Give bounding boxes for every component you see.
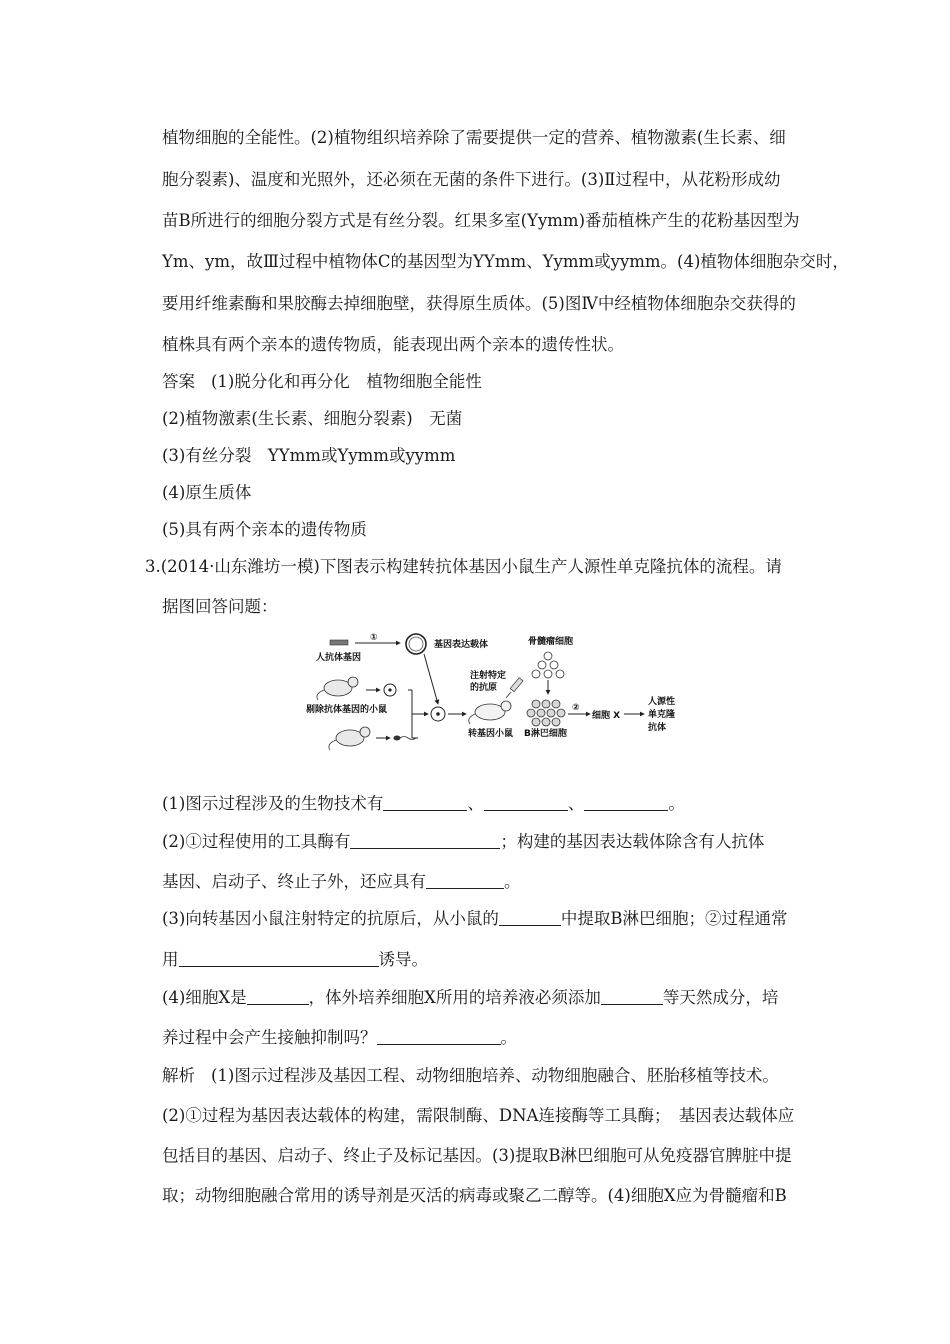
- human-gene-segment-icon: [330, 640, 348, 645]
- answer-item: (5)具有两个亲本的遗传物质: [162, 520, 367, 539]
- question-3-stem: 据图回答问题：: [162, 597, 278, 616]
- question-text: 诱导。: [378, 950, 428, 969]
- nucleus-icon: [388, 688, 391, 691]
- question-part-1: [162, 794, 685, 814]
- answer-item: (3)有丝分裂 YYmm或Yymm或yymm: [162, 446, 456, 465]
- answer-label: 答案: [162, 372, 195, 391]
- cell-x-label: 细胞 X: [592, 711, 621, 721]
- question-text: 中提取B淋巴细胞；②过程通常: [560, 909, 788, 928]
- answer-line: [162, 372, 482, 392]
- arrow: [424, 654, 438, 704]
- question-text: ；构建的基因表达载体除含有人抗体: [500, 832, 765, 851]
- plasmid-inner-icon: [409, 637, 423, 651]
- mouse-icon: [329, 727, 370, 750]
- question-text: 基因、启动子、终止子外，还应具有: [162, 872, 426, 891]
- answer-blank[interactable]: [426, 872, 504, 889]
- mouse-icon: [469, 701, 511, 724]
- question-part-2-cont: [162, 872, 521, 892]
- question-part-2: [162, 832, 764, 852]
- question-text: (4)细胞X是: [162, 988, 247, 1007]
- explanation-label: 解析: [162, 1066, 195, 1085]
- antibody-flow-diagram: [300, 630, 700, 765]
- myeloma-cells-icon: [532, 652, 564, 678]
- answer-item: (1)脱分化和再分化 植物细胞全能性: [211, 372, 482, 391]
- question-text: 养过程中会产生接触抑制吗？: [162, 1028, 377, 1047]
- product-label: 人源性: [648, 697, 676, 707]
- text-line: 苗B所进行的细胞分裂方式是有丝分裂。红果多室(Yymm)番茄植株产生的花粉基因型为: [162, 211, 800, 230]
- explanation-text: 取；动物细胞融合常用的诱导剂是灭活的病毒或聚乙二醇等。(4)细胞X应为骨髓瘤和B: [162, 1186, 787, 1205]
- vector-label: 基因表达载体: [434, 640, 489, 650]
- punctuation: 。: [500, 1028, 517, 1047]
- b-cell-label: B淋巴细胞: [524, 729, 567, 739]
- text-line: 植物细胞的全能性。(2)植物组织培养除了需要提供一定的营养、植物激素(生长素、细: [162, 128, 786, 147]
- inject-antigen-label: 的抗原: [470, 683, 498, 693]
- question-text: 等天然成分，培: [662, 988, 779, 1007]
- question-part-3-cont: [162, 950, 428, 970]
- syringe-icon: [506, 678, 523, 698]
- answer-blank[interactable]: [383, 794, 467, 811]
- human-gene-label: 人抗体基因: [316, 653, 362, 663]
- answer-item: (4)原生质体: [162, 483, 252, 502]
- answer-blank[interactable]: [179, 950, 379, 967]
- answer-blank[interactable]: [377, 1028, 501, 1045]
- separator: 、: [567, 794, 585, 813]
- explanation-text: 包括目的基因、启动子、终止子及标记基因。(3)提取B淋巴细胞可从免疫器官脾脏中提: [162, 1146, 792, 1165]
- question-3-stem: 3.(2014·山东潍坊一模)下图表示构建转抗体基因小鼠生产人源性单克隆抗体的流程。请: [145, 557, 782, 576]
- punctuation: 。: [668, 794, 685, 813]
- answer-blank[interactable]: [584, 794, 668, 811]
- answer-blank[interactable]: [247, 988, 309, 1005]
- product-label: 单克隆: [648, 710, 676, 720]
- explanation-line: [162, 1066, 779, 1086]
- question-text: (1)图示过程涉及的生物技术有: [162, 794, 384, 813]
- text-line: 胞分裂素)、温度和光照外，还必须在无菌的条件下进行。(3)Ⅱ过程中，从花粉形成幼: [162, 170, 781, 189]
- question-text: ，体外培养细胞X所用的培养液必须添加: [308, 988, 601, 1007]
- nucleus-icon: [436, 712, 440, 716]
- question-text: 用: [162, 950, 179, 969]
- product-label: 抗体: [648, 723, 667, 733]
- answer-blank[interactable]: [601, 988, 663, 1005]
- b-lymphocytes-icon: [527, 700, 565, 726]
- step-2-label: ②: [572, 703, 580, 713]
- question-text: (2)①过程使用的工具酶有: [162, 832, 351, 851]
- question-text: (3)向转基因小鼠注射特定的抗原后，从小鼠的: [162, 909, 499, 928]
- separator: 、: [467, 794, 484, 813]
- answer-blank[interactable]: [350, 832, 500, 849]
- step-1-label: ①: [370, 633, 378, 643]
- answer-blank[interactable]: [484, 794, 568, 811]
- text-line: 要用纤维素酶和果胶酶去掉细胞壁，获得原生质体。(5)图Ⅳ中经植物体细胞杂交获得的: [162, 294, 796, 313]
- knockout-mouse-label: 剔除抗体基因的小鼠: [306, 705, 388, 715]
- answer-blank[interactable]: [499, 909, 561, 926]
- answer-item: (2)植物激素(生长素、细胞分裂素) 无菌: [162, 409, 463, 428]
- explanation-text: (2)①过程为基因表达载体的构建，需限制酶、DNA连接酶等工具酶； 基因表达载体应: [162, 1106, 795, 1125]
- mouse-icon: [317, 677, 358, 700]
- question-part-4-cont: [162, 1028, 517, 1048]
- explanation-text: (1)图示过程涉及基因工程、动物细胞培养、动物细胞融合、胚胎移植等技术。: [211, 1066, 779, 1085]
- punctuation: 。: [504, 872, 521, 891]
- text-line: Ym、ym，故Ⅲ过程中植物体C的基因型为YYmm、Yymm或yymm。(4)植物体细胞杂交时，: [162, 252, 849, 271]
- question-part-3: [162, 909, 788, 929]
- text-line: 植株具有两个亲本的遗传物质，能表现出两个亲本的遗传性状。: [162, 335, 624, 354]
- myeloma-label: 骨髓瘤细胞: [528, 637, 574, 647]
- inject-antigen-label: 注射特定: [470, 671, 507, 681]
- question-part-4: [162, 988, 778, 1008]
- transgenic-mouse-label: 转基因小鼠: [468, 729, 514, 739]
